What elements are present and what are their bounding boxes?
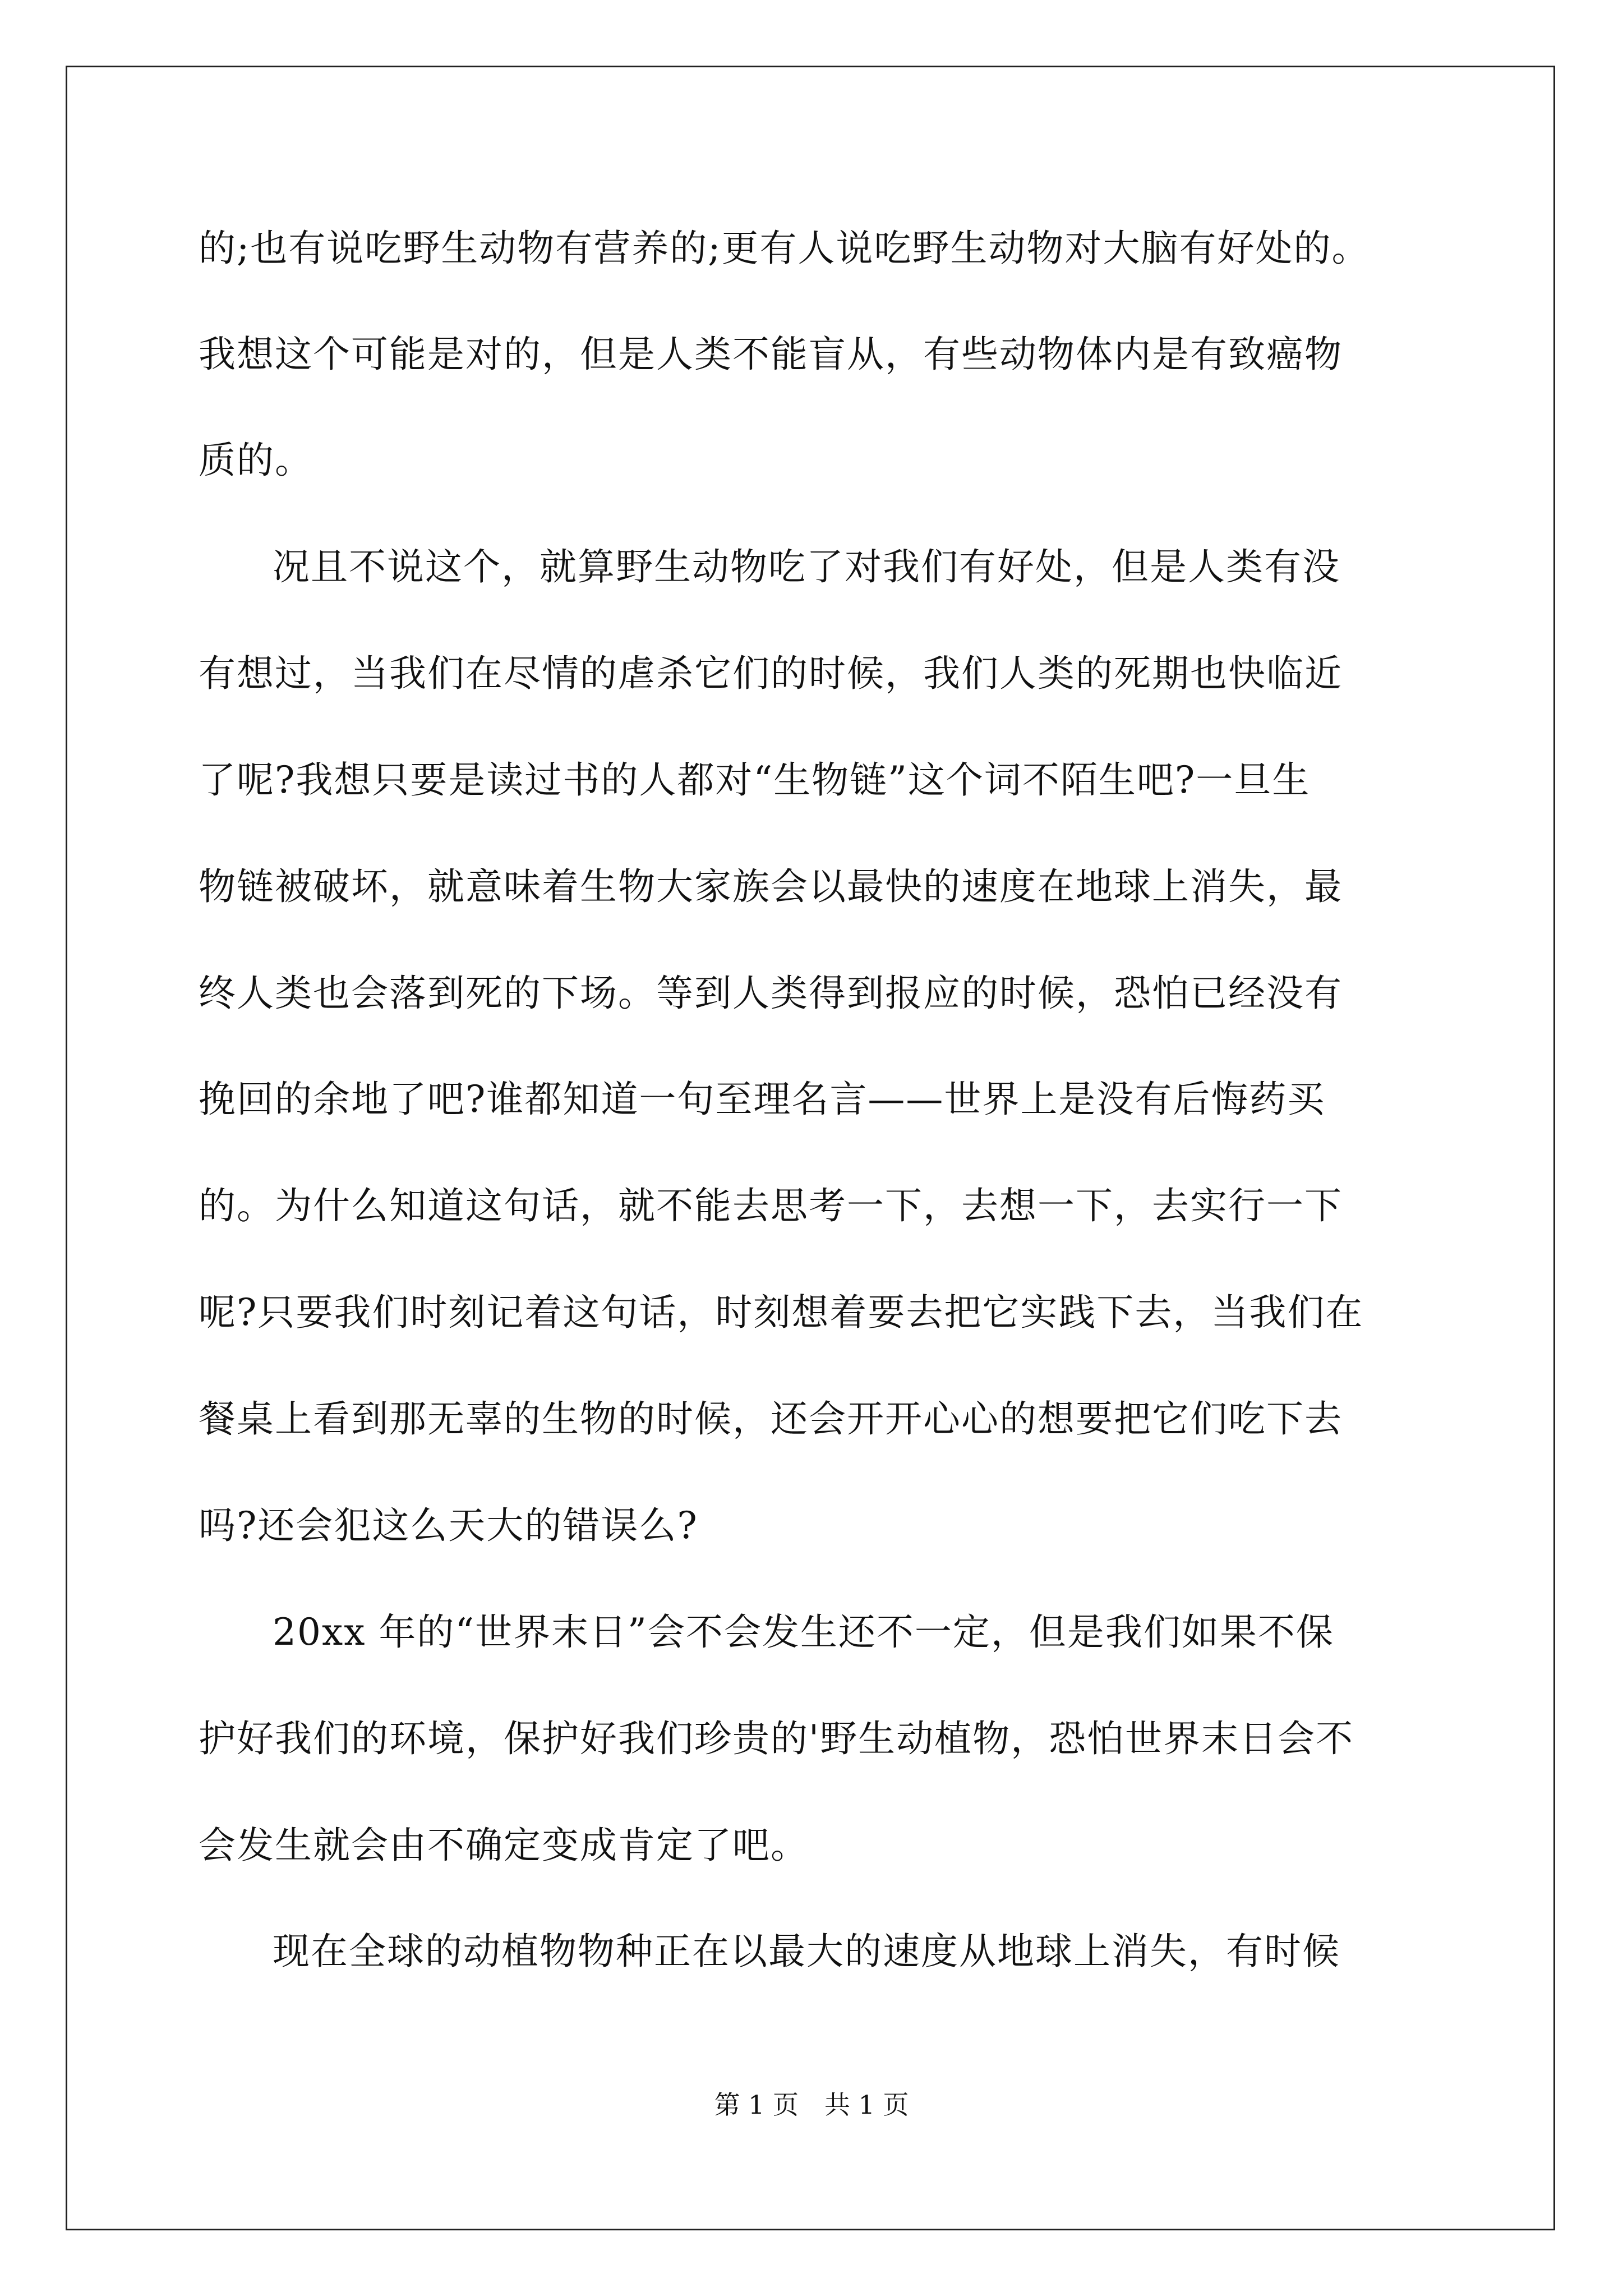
text-line-10: 的。为什么知道这句话，就不能去思考一下，去想一下，去实行一下	[199, 1184, 1343, 1227]
text-line-14: 20xx 年的“世界末日”会不会发生还不一定，但是我们如果不保	[273, 1611, 1334, 1654]
text-line-4: 况且不说这个，就算野生动物吃了对我们有好处，但是人类有没	[273, 545, 1340, 588]
text-line-7: 物链被破坏，就意味着生物大家族会以最快的速度在地球上消失，最	[199, 865, 1343, 908]
text-line-11: 呢?只要我们时刻记着这句话，时刻想着要去把它实践下去，当我们在	[199, 1291, 1364, 1334]
text-line-15: 护好我们的环境，保护好我们珍贵的'野生动植物，恐怕世界末日会不	[199, 1717, 1354, 1760]
text-line-8: 终人类也会落到死的下场。等到人类得到报应的时候，恐怕已经没有	[199, 972, 1343, 1015]
text-line-13: 吗?还会犯这么天大的错误么?	[199, 1504, 698, 1547]
text-line-2: 我想这个可能是对的，但是人类不能盲从，有些动物体内是有致癌物	[199, 333, 1343, 376]
text-line-5: 有想过，当我们在尽情的虐杀它们的时候，我们人类的死期也快临近	[199, 652, 1343, 695]
text-line-9: 挽回的余地了吧?谁都知道一句至理名言——世界上是没有后悔药买	[199, 1078, 1326, 1121]
text-line-6: 了呢?我想只要是读过书的人都对“生物链”这个词不陌生吧?一旦生	[199, 758, 1311, 802]
page-footer: 第 1 页 共 1 页	[714, 2090, 909, 2120]
text-line-3: 质的。	[199, 439, 313, 482]
text-line-17: 现在全球的动植物物种正在以最大的速度从地球上消失，有时候	[273, 1930, 1340, 1973]
text-line-12: 餐桌上看到那无辜的生物的时候，还会开开心心的想要把它们吃下去	[199, 1397, 1343, 1441]
text-line-1: 的;也有说吃野生动物有营养的;更有人说吃野生动物对大脑有好处的。	[199, 227, 1370, 270]
text-line-16: 会发生就会由不确定变成肯定了吧。	[199, 1824, 809, 1867]
page-border	[66, 66, 1555, 2230]
